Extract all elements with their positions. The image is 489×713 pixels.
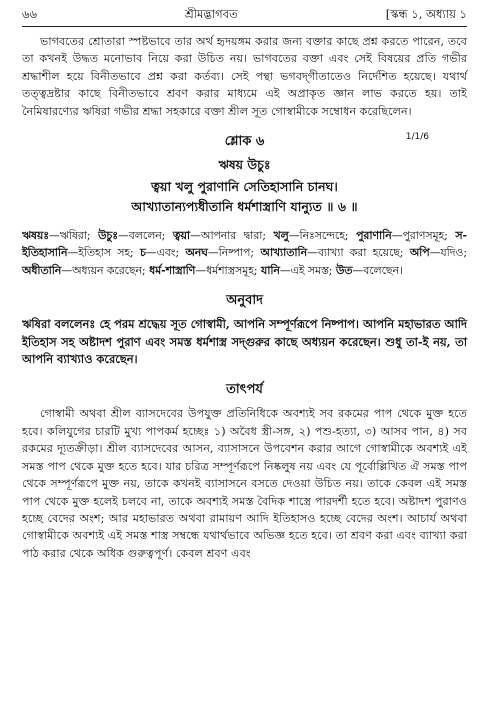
page-header xyxy=(22,6,467,26)
book-title: শ্রীমদ্ভাগবত xyxy=(184,7,238,21)
synonym-meaning: —অধ্যয়ন করেছেন; xyxy=(61,263,150,277)
synonym-meaning: —ইতিহাস সহ; xyxy=(67,246,140,260)
synonym-word: স-ইতিহাসানি xyxy=(22,229,467,260)
synonym-word: ধর্ম-শাস্ত্রাণি xyxy=(149,263,196,277)
verse-number: 1/1/6 xyxy=(405,132,429,143)
verse-heading xyxy=(22,130,467,153)
synonym-word: চ xyxy=(139,246,146,260)
synonym-word: পুরাণানি xyxy=(356,229,392,243)
synonym-meaning: —বলেছেন। xyxy=(352,263,403,277)
synonym-word: উত xyxy=(335,263,353,277)
synonym-meaning: —এই সমস্ত; xyxy=(279,263,336,277)
purport-text: গোস্বামী অথবা শ্রীল ব্যাসদেবের উপযুক্ত প্রতিনিধিকে অবশ্যই সব রকমের পাপ থেকে মুক্ত হতে হবে। কলিযুগের চারটি মুখ্য পাপকর্ম হচ্ছেঃ ১) অবৈধ স্ত্রী-সঙ্গ, ২) পশু-হত্যা, ৩) আসব পান, ৪) সব রকমের দ্যূতক্রীড়া। শ্রীল ব্যাসদেবের আসন, ব্যাসাসনে উপবেশন করার আগে গোস্বামীকে অবশ্যই এই সমস্ত পাপ থেকে মুক্ত হতে হবে। যার চরিত্র সম্পূর্ণরূপে নিষ্কলুষ নয় এবং যে পূর্বোল্লিখিত ঐ সমস্ত পাপ থেকে সম্পূর্ণরূপে মুক্ত নয়, তাকে কখনই ব্যাসাসনে বসতে দেওয়া উচিত নয়। তাকে কেবল এই সমস্ত পাপ থেকে মুক্ত হলেই চলবে না, তাকে অবশ্যই সমস্ত বৈদিক শাস্ত্রে পারদর্শী হতে হবে। অষ্টাদশ পুরাণও হচ্ছে বেদের অংশ; আর মহাভারত অথবা রামায়ণ আদি ইতিহাসও হচ্ছে বেদের অংশ। আচার্য অথবা গোস্বামীকে অবশ্যই এই সমস্ত শাস্ত্র সম্বন্ধে যথার্থভাবে অভিজ্ঞ হতে হবে। তা শ্রবণ করা এবং ব্যাখ্যা করা পাঠ করার থেকে অধিক গুরুত্বপূর্ণ। কেবল শ্রবণ এবং xyxy=(22,407,467,560)
translation-heading: অনুবাদ xyxy=(226,293,263,309)
synonym-word: অধীতানি xyxy=(22,263,62,277)
synonym-meaning: —পুরাণসমূহ; xyxy=(391,229,456,243)
chapter-reference: [স্কন্ধ ১, অধ্যায় ১ xyxy=(385,7,467,21)
synonym-word: ত্বয়া xyxy=(172,229,191,243)
page-number: ৬৬ xyxy=(22,7,37,21)
synonym-meaning: —ঋষিরা; xyxy=(49,229,98,243)
purport-heading: তাৎপর্য xyxy=(226,382,263,398)
synonym-meaning: —নিঃসন্দেহে; xyxy=(288,229,357,243)
sanskrit-line-2: আখ্যাতান্যপ্যধীতানি ধর্মশাস্ত্রাণি যান্যুত ॥ ৬ ॥ xyxy=(131,199,358,215)
synonym-meaning: —ব্যাখ্যা করা হয়েছে; xyxy=(307,246,410,260)
synonym-word: যানি xyxy=(260,263,280,277)
synonym-meaning: —আপনার দ্বারা; xyxy=(190,229,274,243)
intro-paragraph: ভাগবতের শ্রোতারা স্পষ্টভাবে তার অর্থ হৃদয়ঙ্গম করার জন্য বক্তার কাছে প্রশ্ন করতে পারেন, তবে তা কখনই উদ্ধত মনোভাব নিয়ে করা উচিত নয়। ভাগবতের বক্তা এবং সেই বিষয়ের প্রতি গভীর শ্রদ্ধাশীল হয়ে বিনীতভাবে প্রশ্ন করা কর্তব্য। সেই পন্থা ভগবদ্‌গীতাতেও নির্দেশিত হয়েছে। যথার্থ তত্ত্বদ্রষ্টার কাছে বিনীতভাবে শ্রবণ করার মাধ্যমে এই অপ্রাকৃত জ্ঞান লাভ করতে হয়। তাই নৈমিষারণ্যের ঋষিরা গভীর শ্রদ্ধা সহকারে বক্তা শ্রীল সূত গোস্বামীকে সম্বোধন করেছিলেন। xyxy=(22,35,467,118)
synonym-word: আখ্যাতানি xyxy=(260,246,308,260)
synonym-meaning: —এবং; xyxy=(145,246,186,260)
header-rule xyxy=(22,26,467,27)
sanskrit-line-1: ত্বয়া খলু পুরাণানি সেতিহাসানি চানঘ। xyxy=(151,179,338,195)
translation-text: ঋষিরা বললেনঃ হে পরম শ্রদ্ধেয় সূত গোস্বামী, আপনি সম্পূর্ণরূপে নিষ্পাপ। আপনি মহাভারত আদি ইতিহাস সহ অষ্টাদশ পুরাণ এবং সমস্ত ধর্মশাস্ত্র সদ্‌গুরুর কাছে অধ্যয়ন করেছেন। শুধু তা-ই নয়, তা আপনি ব্যাখ্যাও করেছেন। xyxy=(22,317,467,367)
synonym-meaning: —ধর্মশাস্ত্রসমূহ; xyxy=(195,263,261,277)
synonym-word: অনঘ xyxy=(185,246,208,260)
synonym-word: উচুঃ xyxy=(98,229,118,243)
synonym-word: খলু xyxy=(273,229,289,243)
synonym-meaning: —নিষ্পাপ; xyxy=(207,246,261,260)
synonym-word: অপি xyxy=(409,246,430,260)
verse-speaker: ঋষয় উচুঃ xyxy=(218,157,271,173)
synonym-word: ঋষয়ঃ xyxy=(22,229,49,243)
synonym-meaning: —বললেন; xyxy=(118,229,173,243)
synonym-meaning: —যদিও; xyxy=(429,246,467,260)
word-synonyms xyxy=(22,227,467,279)
verse-title: শ্লোক ৬ xyxy=(224,134,265,150)
